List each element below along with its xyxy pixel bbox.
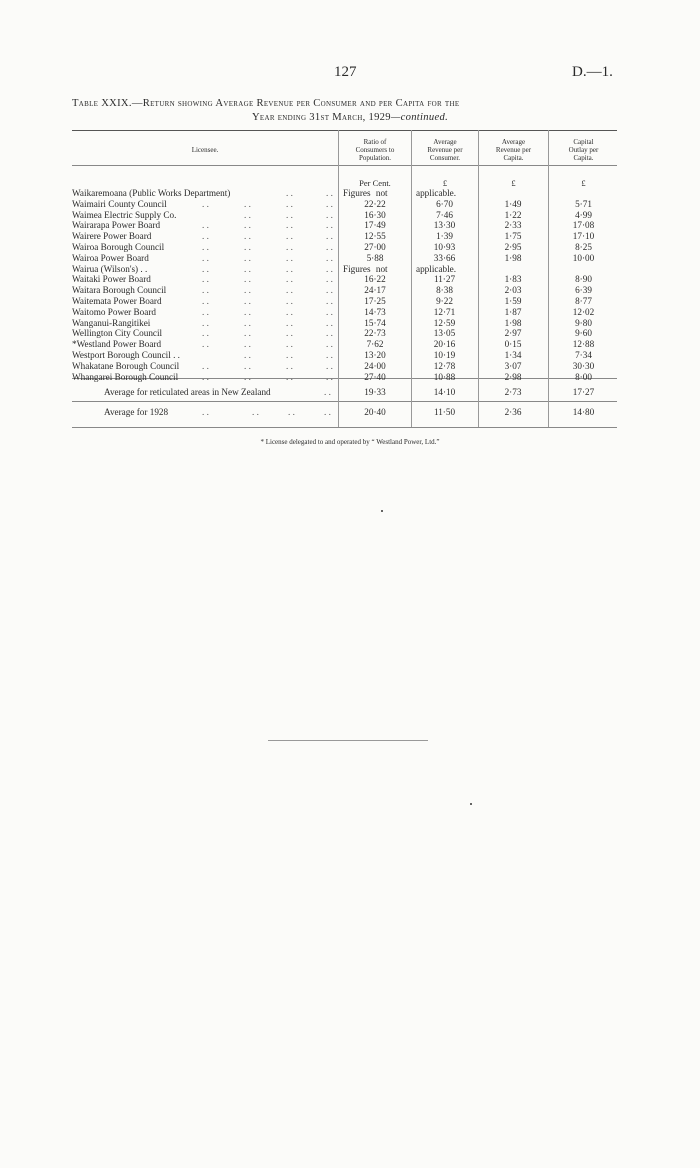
licensee-name: Whakatane Borough Council: [72, 360, 180, 371]
header-ratio: [340, 138, 410, 162]
avg-capita-cell: 2·03: [504, 285, 522, 296]
unit-avg-capita: £: [511, 178, 516, 188]
capital-cell: 8·25: [575, 242, 592, 252]
leader-dots: . .: [288, 407, 295, 417]
table-row: [72, 231, 617, 241]
table-row: [72, 242, 617, 252]
licensee-name: Wairoa Power Board: [72, 252, 149, 263]
table-row: [72, 339, 617, 349]
average-avg-capita: 2·73: [504, 387, 522, 397]
ratio-cell: 15·74: [364, 317, 386, 328]
leader-dots: . .: [286, 188, 293, 198]
average-avg-consumer: 14·10: [433, 387, 456, 397]
capital-cell: 9·80: [575, 317, 592, 328]
header-avg-capita: [479, 138, 548, 162]
avg-consumer-cell: 12·71: [433, 306, 456, 317]
ratio-cell: 16·22: [364, 274, 386, 285]
document-code: D.—1.: [572, 64, 613, 80]
average-avg-consumer: 11·50: [433, 407, 456, 417]
leader-dots: . .: [286, 360, 293, 371]
average-ratio: 19·33: [364, 387, 386, 397]
avg-consumer-cell: 33·66: [433, 252, 456, 263]
licensee-name: Wairoa Borough Council: [72, 242, 165, 252]
ratio-cell: 24·17: [364, 285, 386, 296]
leader-dots: . .: [202, 317, 209, 328]
leader-dots: . .: [286, 263, 293, 274]
licensee-name: Waitaki Power Board: [72, 274, 151, 285]
leader-dots: . .: [326, 263, 333, 274]
licensee-name: Waimea Electric Supply Co.: [72, 209, 177, 220]
table-row: [72, 318, 617, 328]
header-rule: [72, 165, 617, 166]
leader-dots: . .: [202, 328, 209, 339]
header-avg-consumer-line: Average: [433, 138, 457, 146]
capital-cell: 10·00: [572, 252, 595, 263]
ratio-cell: 22·73: [364, 328, 386, 339]
licensee-name: Wellington City Council: [72, 328, 163, 339]
unit-capital: £: [581, 178, 586, 188]
leader-dots: . .: [202, 252, 209, 263]
header-avg-consumer: [412, 138, 478, 162]
leader-dots: . .: [252, 407, 259, 417]
avg-capita-cell: 1·22: [504, 209, 522, 220]
leader-dots: . .: [286, 339, 293, 350]
leader-dots: . .: [202, 263, 209, 274]
licensee-name: Waitomo Power Board: [72, 306, 156, 317]
licensee-name: Wairua (Wilson's) . .: [72, 263, 148, 274]
licensee-name: Wairere Power Board: [72, 231, 152, 242]
leader-dots: . .: [326, 328, 333, 339]
leader-dots: . .: [244, 360, 251, 371]
table-label: Table XXIX.: [72, 98, 132, 109]
leader-dots: . .: [324, 407, 331, 417]
table-title-line-1: [72, 98, 620, 109]
leader-dots: . .: [286, 296, 293, 306]
licensee-name: Waitemata Power Board: [72, 296, 162, 306]
leader-dots: . .: [286, 371, 293, 382]
unit-ratio: Per Cent.: [359, 178, 391, 188]
ratio-cell: 16·30: [364, 209, 386, 220]
licensee-name: Wairarapa Power Board: [72, 220, 161, 231]
leader-dots: . .: [202, 285, 209, 296]
header-ratio-line: Population.: [358, 154, 392, 162]
header-ratio-line: Consumers to: [355, 146, 395, 154]
table-row: [72, 307, 617, 317]
not-applicable-note: [343, 188, 473, 198]
leader-dots: . .: [326, 231, 333, 242]
avg-consumer-cell: 10·19: [433, 350, 456, 360]
leader-dots: . .: [286, 285, 293, 296]
leader-dots: . .: [326, 209, 333, 220]
capital-cell: 7·34: [575, 350, 592, 360]
avg-consumer-cell: 10·88: [433, 371, 456, 382]
print-speck: [381, 510, 383, 512]
avg-capita-cell: 1·49: [504, 198, 522, 209]
capital-cell: 12·88: [572, 339, 595, 350]
avg-capita-cell: 2·98: [504, 371, 522, 382]
leader-dots: . .: [244, 285, 251, 296]
capital-cell: 8·00: [575, 371, 592, 382]
leader-dots: . .: [286, 317, 293, 328]
licensee-name: Waikaremoana (Public Works Department): [72, 188, 231, 198]
capital-cell: 17·10: [572, 231, 595, 242]
footnote: * License delegated to and operated by “ Westland Power, Ltd.”: [260, 438, 440, 446]
avg-capita-cell: 2·97: [504, 328, 522, 339]
header-capital-line: Outlay per: [568, 146, 599, 154]
leader-dots: . .: [326, 198, 333, 209]
average-avg-capita: 2·36: [504, 407, 522, 417]
header-ratio-line: Ratio of: [363, 138, 387, 146]
header-capital-line: Capital: [573, 138, 594, 146]
licensee-name: Westport Borough Council . .: [72, 350, 180, 360]
leader-dots: . .: [286, 209, 293, 220]
ratio-cell: 14·73: [364, 306, 386, 317]
table-row: [72, 372, 617, 382]
table-row: [72, 264, 617, 274]
avg-capita-cell: 2·95: [504, 242, 522, 252]
table-title-rest: —Return showing Average Revenue per Consumer and per Capita for the: [131, 98, 460, 109]
leader-dots: . .: [326, 252, 333, 263]
table-row: [72, 199, 617, 209]
licensee-name: *Westland Power Board: [72, 339, 162, 350]
table-row: [72, 328, 617, 338]
table-row: [72, 350, 617, 360]
capital-cell: 12·02: [572, 306, 595, 317]
leader-dots: . .: [244, 252, 251, 263]
leader-dots: . .: [326, 360, 333, 371]
leader-dots: . .: [244, 371, 251, 382]
ratio-cell: 17·49: [364, 220, 386, 231]
leader-dots: . .: [244, 231, 251, 242]
leader-dots: . .: [286, 252, 293, 263]
avg-capita-cell: 1·98: [504, 317, 522, 328]
table-title-year: Year ending 31st March, 1929: [251, 112, 391, 123]
table-row: [72, 253, 617, 263]
leader-dots: . .: [286, 242, 293, 252]
capital-cell: 8·77: [575, 296, 592, 306]
leader-dots: . .: [326, 339, 333, 350]
avg-consumer-cell: 8·38: [436, 285, 453, 296]
unit-avg-consumer: £: [442, 178, 448, 188]
header-capital-line: Capita.: [573, 154, 594, 162]
avg-capita-cell: 3·07: [504, 360, 522, 371]
page-number: 127: [334, 64, 357, 80]
leader-dots: . .: [244, 220, 251, 231]
leader-dots: . .: [326, 242, 333, 252]
top-rule: [72, 130, 617, 131]
leader-dots: . .: [244, 350, 251, 360]
section-divider: [268, 740, 428, 741]
ratio-cell: 13·20: [364, 350, 386, 360]
leader-dots: . .: [202, 220, 209, 231]
avg-capita-cell: 1·34: [504, 350, 522, 360]
average-capital: 14·80: [572, 407, 595, 417]
capital-cell: 30·30: [572, 360, 595, 371]
avg-consumer-cell: 9·22: [436, 296, 453, 306]
not-applicable-note: [343, 264, 473, 274]
header-capital: [550, 138, 617, 162]
leader-dots: . .: [286, 198, 293, 209]
table-row: [72, 210, 617, 220]
average-row-1928: [72, 406, 617, 418]
note-part: applicable.: [416, 188, 457, 198]
ratio-cell: 27·00: [364, 242, 386, 252]
ratio-cell: 22·22: [364, 198, 386, 209]
note-part: Figures not: [343, 188, 388, 198]
leader-dots: . .: [326, 371, 333, 382]
leader-dots: . .: [244, 242, 251, 252]
leader-dots: . .: [326, 306, 333, 317]
avg-capita-cell: 1·75: [504, 231, 522, 242]
leader-dots: . .: [244, 198, 251, 209]
note-part: applicable.: [416, 263, 457, 274]
leader-dots: . .: [202, 296, 209, 306]
average-label: Average for 1928: [104, 407, 169, 417]
leader-dots: . .: [244, 317, 251, 328]
avg-consumer-cell: 13·30: [433, 220, 456, 231]
leader-dots: . .: [326, 285, 333, 296]
ratio-cell: 17·25: [364, 296, 386, 306]
avg-capita-cell: 2·33: [504, 220, 522, 231]
avg-consumer-cell: 1·39: [436, 231, 453, 242]
leader-dots: . .: [286, 306, 293, 317]
capital-cell: 4·99: [575, 209, 592, 220]
avg-consumer-cell: 12·78: [433, 360, 456, 371]
capital-cell: 9·60: [575, 328, 592, 339]
ratio-cell: 12·55: [364, 231, 386, 242]
ratio-cell: 24·00: [364, 360, 386, 371]
leader-dots: . .: [244, 274, 251, 285]
licensee-name: Waitara Borough Council: [72, 285, 167, 296]
leader-dots: . .: [202, 339, 209, 350]
table-row: [72, 220, 617, 230]
leader-dots: . .: [202, 371, 209, 382]
leader-dots: . .: [202, 242, 209, 252]
leader-dots: . .: [244, 339, 251, 350]
leader-dots: . .: [286, 328, 293, 339]
leader-dots: . .: [324, 387, 331, 397]
leader-dots: . .: [202, 231, 209, 242]
leader-dots: . .: [244, 306, 251, 317]
average-label: Average for reticulated areas in New Zealand: [104, 387, 271, 397]
table-row: [72, 296, 617, 306]
header-avg-consumer-line: Consumer.: [429, 154, 461, 162]
leader-dots: . .: [286, 350, 293, 360]
capital-cell: 6·39: [575, 285, 592, 296]
avg-capita-cell: 0·15: [504, 339, 522, 350]
average-row-nz: [72, 386, 617, 398]
header-avg-capita-line: Capita.: [503, 154, 524, 162]
leader-dots: . .: [286, 274, 293, 285]
leader-dots: . .: [326, 350, 333, 360]
table-title-line-2: [0, 112, 700, 123]
avg-consumer-cell: 7·46: [436, 209, 453, 220]
bottom-rule: [72, 427, 617, 428]
leader-dots: . .: [202, 407, 209, 417]
leader-dots: . .: [286, 220, 293, 231]
leader-dots: . .: [326, 274, 333, 285]
average-rule: [72, 401, 617, 402]
header-avg-consumer-line: Revenue per: [427, 146, 463, 154]
table-row: [72, 285, 617, 295]
leader-dots: . .: [326, 188, 333, 198]
header-avg-capita-line: Revenue per: [495, 146, 532, 154]
licensee-name: Wanganui-Rangitikei: [72, 317, 151, 328]
revenue-table: [72, 130, 617, 432]
avg-capita-cell: 1·59: [504, 296, 522, 306]
leader-dots: . .: [326, 220, 333, 231]
average-capital: 17·27: [572, 387, 595, 397]
licensee-name: Whangarei Borough Council: [72, 371, 179, 382]
avg-consumer-cell: 20·16: [433, 339, 456, 350]
avg-consumer-cell: 10·93: [433, 242, 456, 252]
avg-capita-cell: 1·98: [504, 252, 522, 263]
capital-cell: 5·71: [575, 198, 592, 209]
leader-dots: . .: [202, 360, 209, 371]
avg-capita-cell: 1·87: [504, 306, 522, 317]
ratio-cell: 27·40: [364, 371, 386, 382]
print-speck: [470, 803, 472, 805]
ratio-cell: 7·62: [366, 339, 384, 350]
leader-dots: . .: [202, 306, 209, 317]
capital-cell: 8·90: [575, 274, 592, 285]
leader-dots: . .: [202, 274, 209, 285]
avg-capita-cell: 1·83: [504, 274, 522, 285]
capital-cell: 17·08: [572, 220, 595, 231]
average-ratio: 20·40: [364, 407, 386, 417]
avg-consumer-cell: 12·59: [433, 317, 456, 328]
leader-dots: . .: [202, 198, 209, 209]
table-row: [72, 361, 617, 371]
header-licensee: Licensee.: [191, 146, 219, 154]
table-title-continued: —continued.: [390, 112, 449, 123]
leader-dots: . .: [244, 209, 251, 220]
leader-dots: . .: [326, 317, 333, 328]
leader-dots: . .: [244, 263, 251, 274]
leader-dots: . .: [326, 296, 333, 306]
leader-dots: . .: [244, 328, 251, 339]
leader-dots: . .: [244, 296, 251, 306]
table-row: [72, 188, 617, 198]
table-row: [72, 274, 617, 284]
avg-consumer-cell: 6·70: [436, 198, 453, 209]
leader-dots: . .: [286, 231, 293, 242]
note-part: Figures not: [343, 263, 388, 274]
ratio-cell: 5·88: [366, 252, 384, 263]
avg-consumer-cell: 13·05: [433, 328, 456, 339]
header-avg-capita-line: Average: [501, 138, 526, 146]
licensee-name: Waimairi County Council: [72, 198, 167, 209]
avg-consumer-cell: 11·27: [433, 274, 456, 285]
